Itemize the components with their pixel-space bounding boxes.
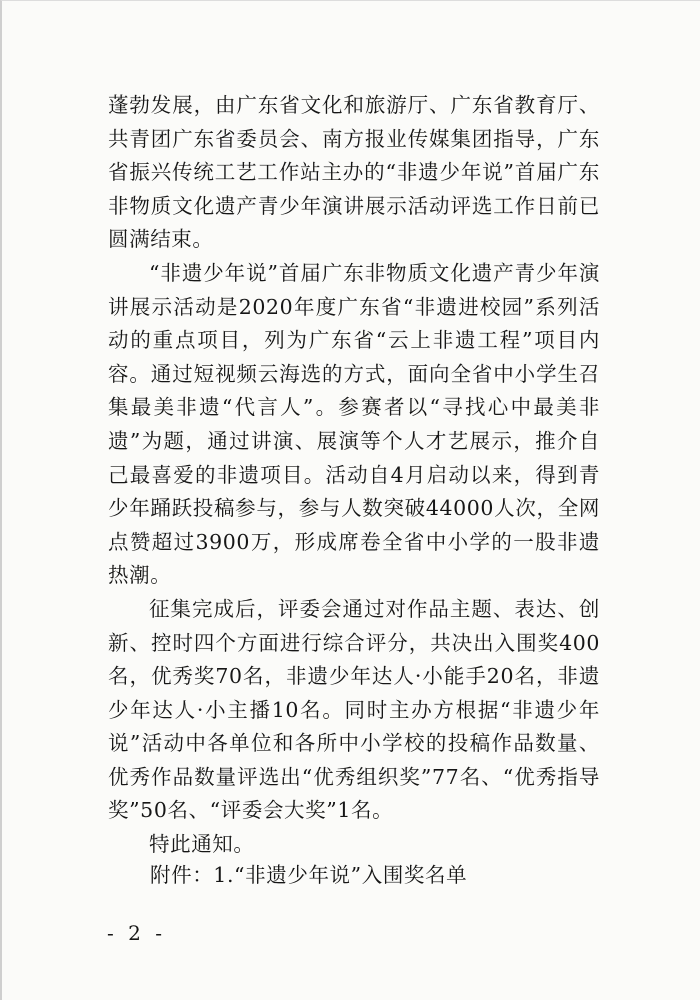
paragraph-notice-closing: 特此通知。 <box>149 832 255 857</box>
page-number: - 2 - <box>107 921 166 945</box>
paragraph-evaluation-results: 征集完成后，评委会通过对作品主题、表达、创新、控时四个方面进行综合评分，共决出入围奖400名，优秀奖70名，非遗少年达人·小能手20名，非遗少年达人·小主播10名。同时主办方根据“非遗少年说”活动中各单位和各所中小学校的投稿作品数量、优秀作品数量评选出“优秀组织奖”77名、“优秀指导奖”50名、“评委会大奖”1名。 <box>108 596 600 823</box>
paragraph-continuation: 蓬勃发展，由广东省文化和旅游厅、广东省教育厅、共青团广东省委员会、南方报业传媒集团指导，广东省振兴传统工艺工作站主办的“非遗少年说”首届广东非物质文化遗产青少年演讲展示活动评选工作日前已圆满结束。 <box>108 93 600 252</box>
document-body <box>108 89 600 862</box>
paragraph-activity-overview: “非遗少年说”首届广东非物质文化遗产青少年演讲展示活动是2020年度广东省“非遗进校园”系列活动的重点项目，列为广东省“云上非遗工程”项目内容。通过短视频云海选的方式，面向全省中小学生召集最美非遗“代言人”。参赛者以“寻找心中最美非遗”为题，通过讲演、展演等个人才艺展示，推介自己最喜爱的非遗项目。活动自4月启动以来，得到青少年踊跃投稿参与，参与人数突破44000人次，全网点赞超过3900万，形成席卷全省中小学的一股非遗热潮。 <box>108 260 600 588</box>
attachment-line: 附件：1.“非遗少年说”入围奖名单 <box>150 863 468 887</box>
